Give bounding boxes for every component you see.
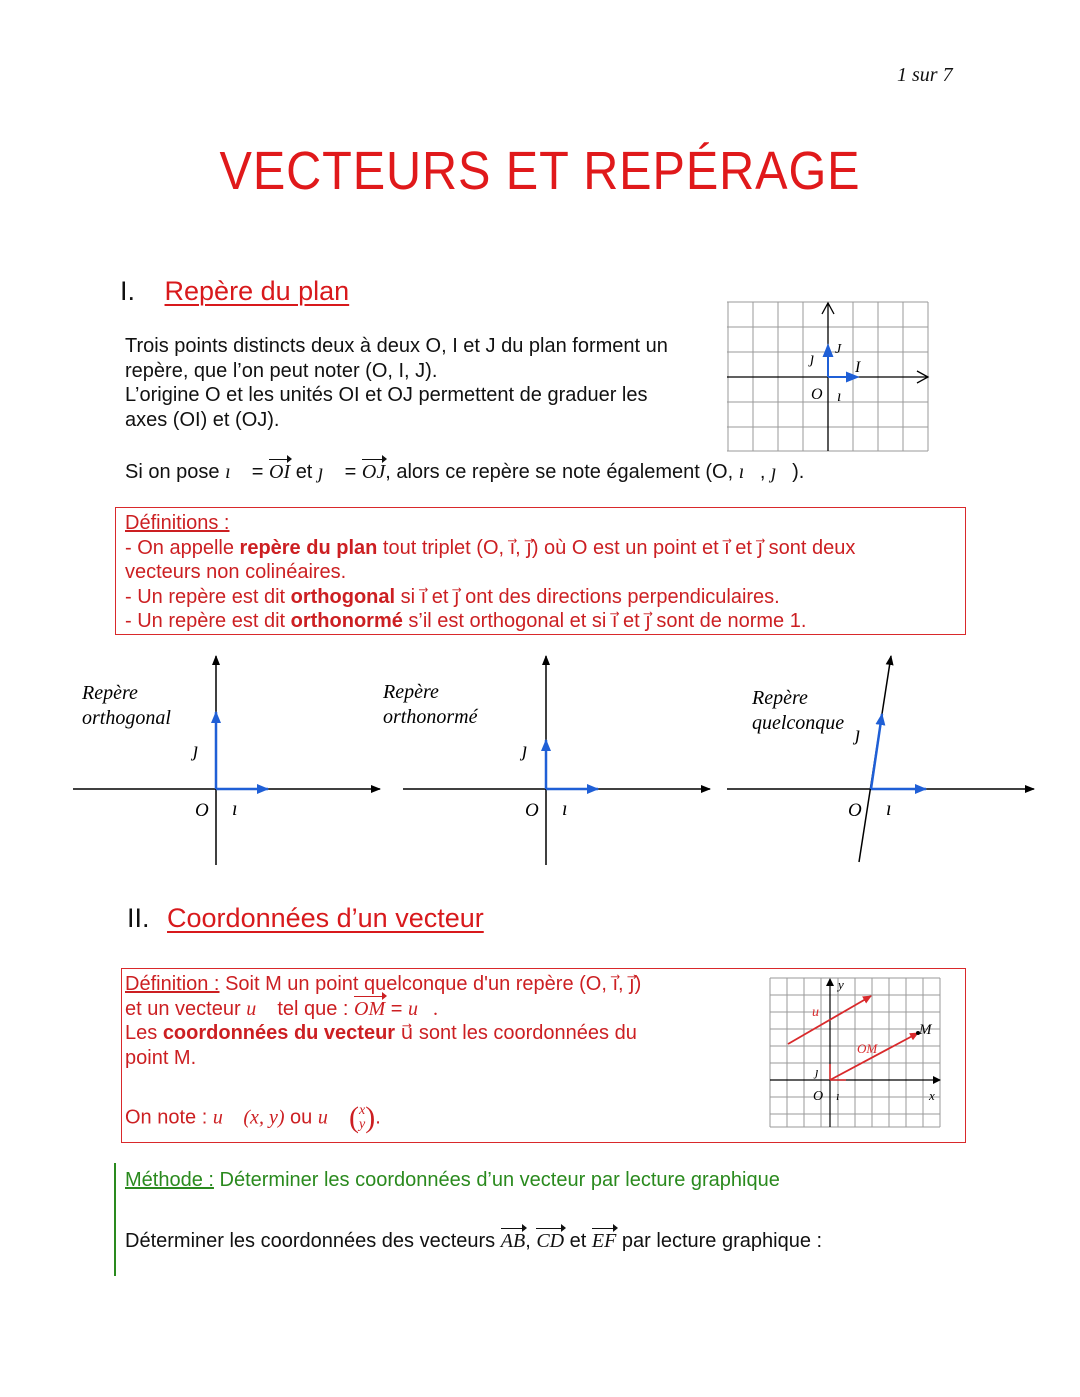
definition-text (125, 972, 725, 1070)
diagram-label: Repère (82, 682, 138, 704)
repere-diagrams (0, 640, 1080, 880)
om-label: OM (857, 1041, 878, 1056)
origin-label: O (195, 800, 209, 821)
u-label: u⃗ (812, 1005, 830, 1020)
definition-line: - Un repère est dit orthonormé s’il est orthogonal et si ı⃗ et ȷ⃗ sont de norme 1. (125, 610, 807, 632)
vector-OI: OI (269, 461, 291, 483)
definition-line: Les coordonnées du vecteur u⃗ sont les coordonnées du (125, 1022, 637, 1044)
notation-line: Si on pose ı⃗ = OI et ȷ⃗ = OJ, alors ce repère se note également (O, ı⃗, ȷ⃗). (125, 461, 805, 483)
origin-label: O (811, 386, 823, 403)
para-line: L’origine O et les unités OI et OJ permettent de graduer les (125, 384, 648, 406)
origin-label: O (848, 800, 862, 821)
diagram-label: orthogonal (82, 707, 171, 729)
diagram-label: orthonormé (383, 706, 478, 728)
j-label: ȷ⃗ (855, 723, 877, 745)
definitions-heading: Définitions : (125, 512, 230, 534)
vector-OJ: OJ (361, 461, 386, 483)
definitions-box (115, 507, 966, 635)
page-title: VECTEURS ET REPÉRAGE (219, 141, 861, 201)
i-label: ı⃗ (886, 798, 908, 820)
notation-note: On note : u⃗ (x, y) ou u⃗ ( x y ). (125, 1100, 381, 1134)
j-label: ȷ⃗ (522, 739, 544, 761)
definition-line: Définition : Soit M un point quelconque d'un repère (O, ı⃗, ȷ⃗) (125, 973, 642, 995)
j-label: ȷ⃗ (815, 1064, 829, 1079)
para-line: axes (OI) et (OJ). (125, 408, 280, 431)
methode-bar (114, 1163, 116, 1276)
methode-task: Déterminer les coordonnées des vecteurs AB, CD et EF par lecture graphique : (125, 1230, 823, 1252)
diagram-label: quelconque (752, 712, 845, 734)
para-line: Trois points distincts deux à deux O, I et J du plan forment un (125, 335, 668, 357)
diagram-label: Repère (752, 687, 808, 709)
para-line: repère, que l’on peut noter (O, I, J). (125, 359, 438, 382)
section-1-number: I. (120, 276, 136, 306)
definition-line: - On appelle repère du plan tout triplet (O, ı⃗, ȷ⃗) où O est un point et ı⃗ et ȷ⃗ sont deux (125, 536, 856, 559)
section-1-paragraph (125, 334, 725, 432)
section-2-title: Coordonnées d’un vecteur (167, 903, 484, 933)
definition-line: et un vecteur u⃗ tel que : OM = u⃗. (125, 997, 439, 1020)
j-label: ȷ⃗ (193, 739, 215, 761)
quelconque-diagram (727, 656, 1034, 862)
i-vector-label: ı⃗ (837, 388, 854, 405)
section-1-heading (120, 276, 349, 307)
methode-heading: Méthode : Déterminer les coordonnées d’un vecteur par lecture graphique (125, 1169, 780, 1191)
section-2-number: II. (127, 903, 150, 933)
grid-lines (770, 978, 940, 1127)
orthogonal-diagram (73, 656, 380, 865)
grid-diagram-2 (768, 976, 941, 1128)
point-j-label: J (835, 342, 842, 357)
origin-label: O (813, 1089, 824, 1104)
j-vector-label: ȷ⃗ (810, 350, 827, 367)
diagram-label: Repère (383, 681, 439, 703)
definition-line: - Un repère est dit orthogonal si ı⃗ et ȷ⃗ ont des directions perpendiculaires. (125, 585, 780, 608)
x-axis-label: x (929, 1088, 935, 1103)
point-i-label: I (855, 359, 861, 376)
definition-line: vecteurs non colinéaires. (125, 561, 347, 583)
point-M-label: M (919, 1022, 932, 1038)
column-vector: x y (358, 1103, 366, 1132)
i-label: ı⃗ (232, 798, 254, 820)
section-2-heading (127, 903, 484, 934)
y-axis-label: y (838, 977, 844, 992)
page-number: 1 sur 7 (897, 64, 953, 86)
orthonorme-diagram (382, 656, 710, 865)
i-label: ı⃗ (562, 798, 584, 820)
i-label: ı⃗ (836, 1088, 850, 1103)
section-1-title: Repère du plan (164, 276, 350, 306)
definition-line: point M. (125, 1046, 197, 1069)
origin-label: O (525, 800, 539, 821)
grid-diagram-1 (727, 300, 929, 452)
